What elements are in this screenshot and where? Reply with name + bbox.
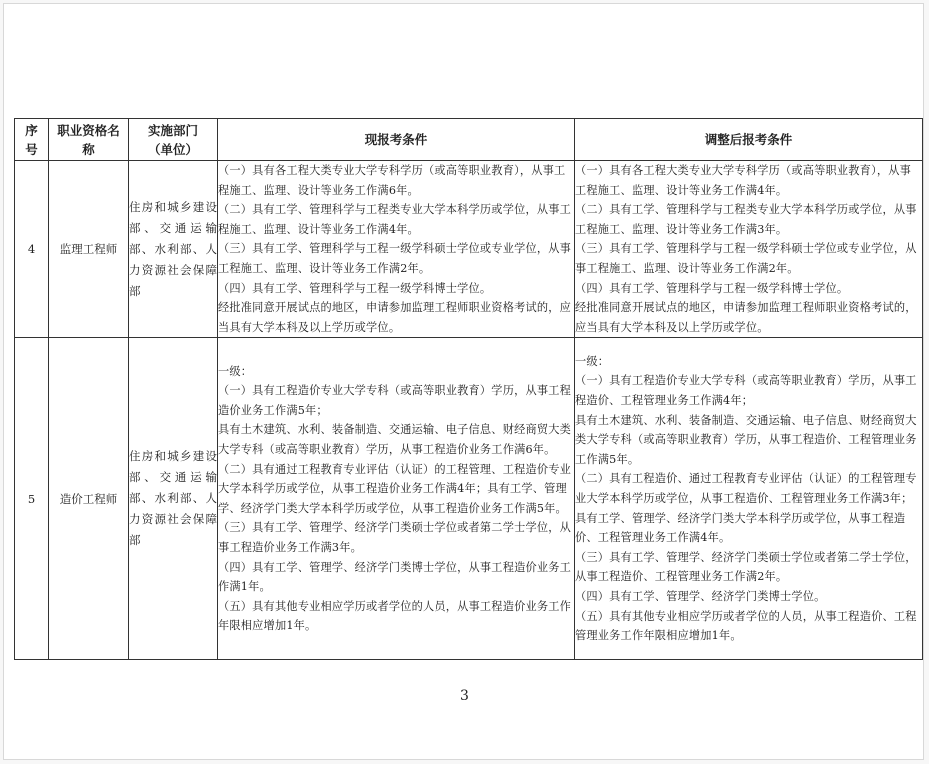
condition-line: （五）具有其他专业相应学历或者学位的人员，从事工程造价、工程管理业务工作年限相应增加1年。 — [575, 609, 917, 643]
condition-line: （一）具有各工程大类专业大学专科学历（或高等职业教育），从事工程施工、监理、设计等业务工作满4年。 — [575, 164, 912, 197]
condition-line: （三）具有工学、管理学、经济学门类硕士学位或者第二学士学位，从事工程造价、工程管理业务工作满2年。 — [575, 550, 917, 584]
condition-line: （三）具有工学、管理学、经济学门类硕士学位或者第二学士学位，从事工程造价业务工作满3年。 — [218, 521, 572, 555]
header-dept: 实施部门（单位） — [129, 119, 218, 161]
row-adjusted-conditions — [575, 338, 923, 660]
condition-line: （四）具有工学、管理科学与工程一级学科博士学位。 — [218, 281, 492, 295]
header-adjusted: 调整后报考条件 — [575, 119, 923, 161]
row-no: 5 — [15, 338, 49, 660]
condition-line: （五）具有其他专业相应学历或者学位的人员，从事工程造价业务工作年限相应增加1年。 — [218, 599, 572, 633]
condition-line: （二）具有工学、管理科学与工程类专业大学本科学历或学位，从事工程施工、监理、设计等业务工作满3年。 — [575, 203, 917, 236]
row-name: 造价工程师 — [49, 338, 129, 660]
condition-line: （二）具有工学、管理科学与工程类专业大学本科学历或学位，从事工程施工、监理、设计等业务工作满4年。 — [218, 203, 572, 236]
header-no: 序号 — [15, 119, 49, 161]
document-page — [3, 3, 924, 760]
row-dept: 住房和城乡建设部、交通运输部、水利部、人力资源社会保障部 — [129, 161, 218, 338]
condition-line: （四）具有工学、管理学、经济学门类博士学位，从事工程造价业务工作满1年。 — [218, 560, 572, 594]
row-no: 4 — [15, 161, 49, 338]
row-adjusted-conditions — [575, 161, 923, 338]
condition-line: （三）具有工学、管理科学与工程一级学科硕士学位或专业学位，从事工程施工、监理、设计等业务工作满2年。 — [218, 242, 572, 275]
table-row — [15, 338, 923, 660]
condition-line: （二）具有工程造价、通过工程教育专业评估（认证）的工程管理专业大学本科学历或学位，从事工程造价、工程管理业务工作满3年； — [575, 472, 917, 506]
condition-line: 具有土木建筑、水利、装备制造、交通运输、电子信息、财经商贸大类大学专科（或高等职业教育）学历，从事工程造价、工程管理业务工作满5年。 — [575, 413, 917, 466]
page-number: 3 — [460, 688, 469, 704]
qualification-table — [14, 118, 923, 660]
row-dept: 住房和城乡建设部、交通运输部、水利部、人力资源社会保障部 — [129, 338, 218, 660]
table-row — [15, 161, 923, 338]
condition-line: 经批准同意开展试点的地区，申请参加监理工程师职业资格考试的，应当具有大学本科及以上学历或学位。 — [575, 301, 917, 334]
row-current-conditions — [218, 338, 575, 660]
condition-line: （一）具有工程造价专业大学专科（或高等职业教育）学历，从事工程造价业务工作满5年； — [218, 384, 572, 417]
condition-line: （一）具有工程造价专业大学专科（或高等职业教育）学历，从事工程造价、工程管理业务工作满4年； — [575, 374, 917, 408]
condition-line: （四）具有工学、管理科学与工程一级学科博士学位。 — [575, 281, 849, 295]
condition-line: （一）具有各工程大类专业大学专科学历（或高等职业教育），从事工程施工、监理、设计等业务工作满6年。 — [218, 164, 566, 197]
row-current-conditions — [218, 161, 575, 338]
row-name: 监理工程师 — [49, 161, 129, 338]
header-row — [15, 119, 923, 161]
header-current: 现报考条件 — [218, 119, 575, 161]
condition-line: 具有土木建筑、水利、装备制造、交通运输、电子信息、财经商贸大类大学专科（或高等职业教育）学历，从事工程造价业务工作满6年。 — [218, 423, 572, 457]
condition-line: （二）具有通过工程教育专业评估（认证）的工程管理、工程造价专业大学本科学历或学位，从事工程造价业务工作满4年；具有工学、管理学、经济学门类大学本科学历或学位，从事工程造价业务工作满5年。 — [218, 462, 572, 515]
condition-line: 一级： — [575, 354, 610, 368]
header-name: 职业资格名称 — [49, 119, 129, 161]
condition-line: 经批准同意开展试点的地区，申请参加监理工程师职业资格考试的，应当具有大学本科及以上学历或学位。 — [218, 301, 572, 334]
condition-line: （三）具有工学、管理科学与工程一级学科硕士学位或专业学位，从事工程施工、监理、设计等业务工作满2年。 — [575, 242, 917, 275]
condition-line: （四）具有工学、管理学、经济学门类博士学位。 — [575, 590, 826, 604]
condition-line: 具有工学、管理学、经济学门类大学本科学历或学位，从事工程造价、工程管理业务工作满4年。 — [575, 511, 906, 545]
condition-line: 一级： — [218, 364, 253, 378]
